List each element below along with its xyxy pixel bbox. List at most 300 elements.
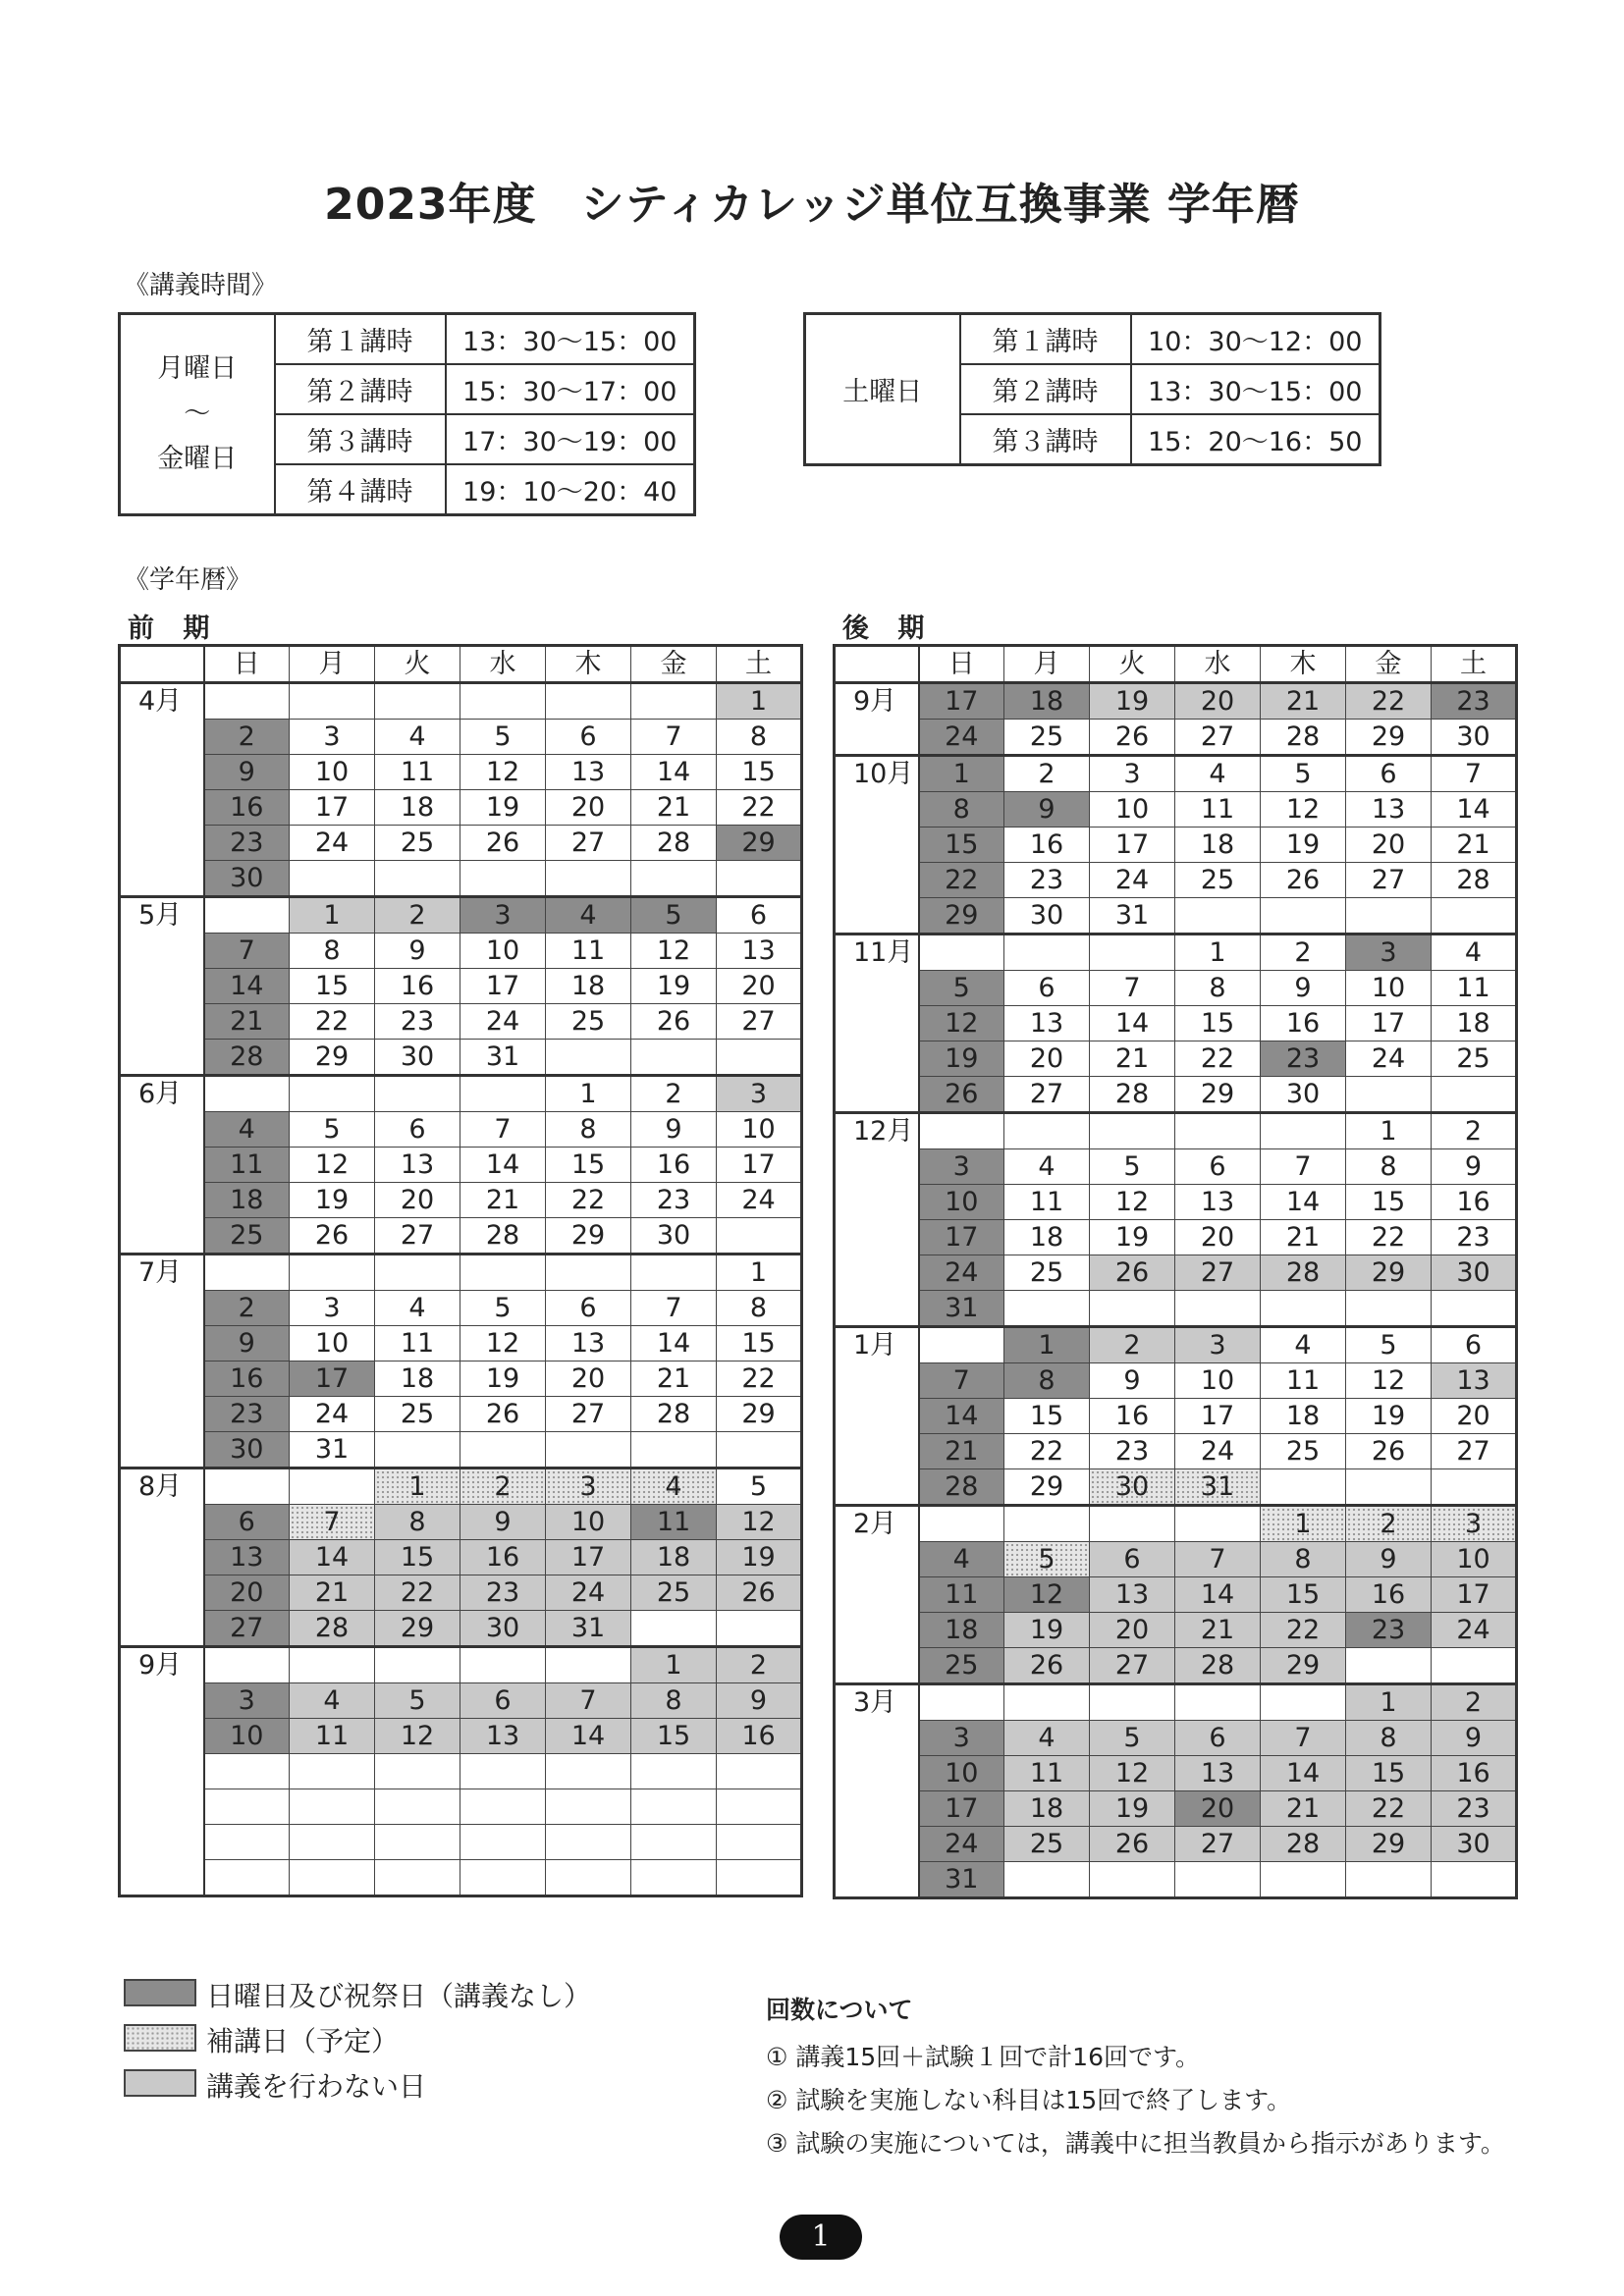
week-row bbox=[120, 1719, 802, 1754]
calendar-day: 27 bbox=[1432, 1434, 1517, 1469]
calendar-day: 13 bbox=[1346, 792, 1432, 828]
calendar-day: 27 bbox=[1175, 1255, 1261, 1291]
calendar-day: 18 bbox=[1261, 1399, 1346, 1434]
calendar-empty-cell bbox=[717, 1432, 802, 1468]
calendar-day: 23 bbox=[1432, 1791, 1517, 1827]
calendar-label: 《学年暦》 bbox=[124, 565, 252, 595]
calendar-empty-cell bbox=[546, 1754, 631, 1789]
calendar-day: 1 bbox=[1004, 1327, 1090, 1363]
calendar-day: 9 bbox=[631, 1112, 717, 1148]
calendar-day: 11 bbox=[1175, 792, 1261, 828]
calendar-day: 25 bbox=[1261, 1434, 1346, 1469]
week-row bbox=[835, 1577, 1517, 1613]
period-name: 第１講時 bbox=[960, 314, 1131, 365]
calendar-day: 12 bbox=[460, 755, 546, 790]
week-row bbox=[120, 1183, 802, 1218]
no-lecture-swatch bbox=[124, 2069, 196, 2097]
calendar-day: 9 bbox=[204, 1326, 290, 1362]
calendar-day: 29 bbox=[546, 1218, 631, 1255]
period-name: 第３講時 bbox=[960, 414, 1131, 465]
calendar-day: 11 bbox=[375, 755, 460, 790]
calendar-empty-cell bbox=[290, 861, 375, 897]
calendar-day: 20 bbox=[1175, 1220, 1261, 1255]
calendar-day: 23 bbox=[460, 1575, 546, 1611]
week-row bbox=[835, 1721, 1517, 1756]
calendar-empty-cell bbox=[1432, 1077, 1517, 1113]
week-row bbox=[835, 1756, 1517, 1791]
calendar-day: 7 bbox=[631, 1291, 717, 1326]
calendar-day: 29 bbox=[1175, 1077, 1261, 1113]
calendar-day: 8 bbox=[717, 1291, 802, 1326]
calendar-day: 8 bbox=[375, 1505, 460, 1540]
calendar-day: 19 bbox=[460, 790, 546, 826]
calendar-day: 2 bbox=[717, 1647, 802, 1683]
calendar-day: 26 bbox=[1346, 1434, 1432, 1469]
calendar-empty-cell bbox=[1004, 1862, 1090, 1898]
calendar-day: 21 bbox=[1175, 1613, 1261, 1648]
calendar-day: 27 bbox=[1004, 1077, 1090, 1113]
calendar-day: 8 bbox=[1346, 1149, 1432, 1185]
calendar-day: 18 bbox=[1004, 1220, 1090, 1255]
week-row bbox=[120, 755, 802, 790]
calendar-day: 17 bbox=[919, 683, 1004, 720]
calendar-day: 7 bbox=[631, 720, 717, 755]
week-row bbox=[120, 1076, 802, 1112]
calendar-empty-cell bbox=[1261, 1291, 1346, 1327]
calendar-day: 3 bbox=[717, 1076, 802, 1112]
calendar-day: 24 bbox=[460, 1004, 546, 1040]
period-time: 17：30～19：00 bbox=[446, 414, 695, 464]
calendar-day: 12 bbox=[919, 1006, 1004, 1041]
calendar-day: 17 bbox=[1090, 828, 1175, 863]
calendar-empty-cell bbox=[1175, 1113, 1261, 1149]
calendar-empty-cell bbox=[1432, 1469, 1517, 1506]
week-row bbox=[120, 1825, 802, 1860]
calendar-day: 17 bbox=[290, 790, 375, 826]
calendar-day: 25 bbox=[631, 1575, 717, 1611]
calendar-day: 22 bbox=[1346, 683, 1432, 720]
calendar-empty-cell bbox=[290, 1754, 375, 1789]
calendar-empty-cell bbox=[204, 1754, 290, 1789]
calendar-empty-cell bbox=[1261, 898, 1346, 934]
calendar-day: 8 bbox=[1004, 1363, 1090, 1399]
week-row bbox=[120, 1754, 802, 1789]
week-row bbox=[120, 1255, 802, 1291]
calendar-empty-cell bbox=[375, 1255, 460, 1291]
calendar-day: 23 bbox=[1090, 1434, 1175, 1469]
calendar-day: 22 bbox=[919, 863, 1004, 898]
calendar-day: 9 bbox=[1432, 1721, 1517, 1756]
calendar-empty-cell bbox=[290, 1860, 375, 1896]
calendar-day: 8 bbox=[631, 1683, 717, 1719]
calendar-day: 7 bbox=[546, 1683, 631, 1719]
calendar-day: 3 bbox=[460, 897, 546, 934]
note-item: ② 試験を実施しない科目は15回で終了します。 bbox=[766, 2086, 1292, 2114]
week-row bbox=[835, 1469, 1517, 1506]
month-label: 9月 bbox=[120, 1647, 204, 1896]
calendar-day: 27 bbox=[1090, 1648, 1175, 1684]
calendar-day: 21 bbox=[290, 1575, 375, 1611]
calendar-day: 1 bbox=[717, 683, 802, 720]
calendar-day: 15 bbox=[1175, 1006, 1261, 1041]
calendar-day: 14 bbox=[631, 1326, 717, 1362]
week-row bbox=[835, 1791, 1517, 1827]
calendar-day: 16 bbox=[1261, 1006, 1346, 1041]
makeup-swatch bbox=[124, 2024, 196, 2052]
calendar-day: 6 bbox=[1432, 1327, 1517, 1363]
calendar-day: 1 bbox=[1346, 1684, 1432, 1721]
calendar-day: 1 bbox=[1175, 934, 1261, 971]
period-time: 15：20～16：50 bbox=[1131, 414, 1380, 465]
calendar-day: 24 bbox=[1432, 1613, 1517, 1648]
calendar-day: 9 bbox=[204, 755, 290, 790]
calendar-day: 30 bbox=[631, 1218, 717, 1255]
weekday-header: 水 bbox=[460, 646, 546, 683]
calendar-day: 2 bbox=[1090, 1327, 1175, 1363]
calendar-day: 12 bbox=[717, 1505, 802, 1540]
calendar-day: 23 bbox=[631, 1183, 717, 1218]
month-header-cell bbox=[835, 646, 919, 683]
calendar-empty-cell bbox=[204, 1468, 290, 1505]
calendar-day: 13 bbox=[1175, 1185, 1261, 1220]
calendar-day: 15 bbox=[1346, 1756, 1432, 1791]
calendar-empty-cell bbox=[631, 1255, 717, 1291]
calendar-day: 29 bbox=[375, 1611, 460, 1647]
week-row bbox=[835, 1077, 1517, 1113]
calendar-day: 24 bbox=[717, 1183, 802, 1218]
weekday-header: 火 bbox=[1090, 646, 1175, 683]
calendar-day: 26 bbox=[1004, 1648, 1090, 1684]
calendar-empty-cell bbox=[290, 1825, 375, 1860]
calendar-day: 28 bbox=[631, 826, 717, 861]
period-time: 10：30～12：00 bbox=[1131, 314, 1380, 365]
calendar-day: 10 bbox=[1346, 971, 1432, 1006]
calendar-day: 18 bbox=[546, 969, 631, 1004]
weekday-header: 金 bbox=[1346, 646, 1432, 683]
weekday-header: 木 bbox=[1261, 646, 1346, 683]
calendar-day: 16 bbox=[1004, 828, 1090, 863]
calendar-day: 20 bbox=[1175, 1791, 1261, 1827]
calendar-day: 9 bbox=[375, 934, 460, 969]
calendar-day: 21 bbox=[631, 1362, 717, 1397]
calendar-day: 13 bbox=[375, 1148, 460, 1183]
calendar-empty-cell bbox=[717, 1040, 802, 1076]
calendar-day: 18 bbox=[375, 790, 460, 826]
calendar-day: 19 bbox=[717, 1540, 802, 1575]
calendar-day: 18 bbox=[1004, 683, 1090, 720]
calendar-empty-cell bbox=[460, 1647, 546, 1683]
calendar-day: 21 bbox=[1432, 828, 1517, 863]
calendar-day: 7 bbox=[919, 1363, 1004, 1399]
calendar-day: 28 bbox=[919, 1469, 1004, 1506]
calendar-empty-cell bbox=[1090, 1113, 1175, 1149]
calendar-day: 27 bbox=[375, 1218, 460, 1255]
calendar-empty-cell bbox=[1432, 898, 1517, 934]
calendar-empty-cell bbox=[204, 1860, 290, 1896]
calendar-day: 27 bbox=[546, 826, 631, 861]
calendar-day: 4 bbox=[1175, 756, 1261, 792]
calendar-day: 26 bbox=[631, 1004, 717, 1040]
calendar-empty-cell bbox=[1432, 1291, 1517, 1327]
calendar-day: 5 bbox=[631, 897, 717, 934]
calendar-empty-cell bbox=[919, 1113, 1004, 1149]
calendar-day: 19 bbox=[1090, 1220, 1175, 1255]
calendar-day: 24 bbox=[1175, 1434, 1261, 1469]
calendar-empty-cell bbox=[919, 1506, 1004, 1542]
weekday-end: 金曜日 bbox=[157, 444, 238, 474]
calendar-day: 2 bbox=[1346, 1506, 1432, 1542]
calendar-day: 4 bbox=[919, 1542, 1004, 1577]
calendar-day: 31 bbox=[460, 1040, 546, 1076]
calendar-day: 3 bbox=[919, 1149, 1004, 1185]
week-row bbox=[835, 1648, 1517, 1684]
calendar-day: 3 bbox=[1432, 1506, 1517, 1542]
calendar-day: 12 bbox=[1090, 1756, 1175, 1791]
calendar-day: 22 bbox=[1175, 1041, 1261, 1077]
calendar-day: 13 bbox=[204, 1540, 290, 1575]
calendar-empty-cell bbox=[1261, 1113, 1346, 1149]
calendar-day: 28 bbox=[204, 1040, 290, 1076]
calendar-day: 10 bbox=[717, 1112, 802, 1148]
calendar-day: 17 bbox=[717, 1148, 802, 1183]
calendar-empty-cell bbox=[546, 1825, 631, 1860]
second-term-calendar bbox=[833, 644, 1518, 1899]
calendar-empty-cell bbox=[1090, 1291, 1175, 1327]
calendar-empty-cell bbox=[919, 1327, 1004, 1363]
calendar-day: 25 bbox=[1004, 1827, 1090, 1862]
calendar-day: 19 bbox=[460, 1362, 546, 1397]
calendar-day: 1 bbox=[375, 1468, 460, 1505]
calendar-day: 18 bbox=[204, 1183, 290, 1218]
weekday-header: 土 bbox=[717, 646, 802, 683]
calendar-empty-cell bbox=[204, 683, 290, 720]
lecture-times-label: 《講義時間》 bbox=[124, 271, 278, 300]
calendar-day: 16 bbox=[460, 1540, 546, 1575]
calendar-day: 28 bbox=[1175, 1648, 1261, 1684]
calendar-day: 8 bbox=[717, 720, 802, 755]
calendar-empty-cell bbox=[1090, 934, 1175, 971]
calendar-empty-cell bbox=[1090, 1862, 1175, 1898]
week-row bbox=[120, 1291, 802, 1326]
calendar-empty-cell bbox=[717, 1218, 802, 1255]
calendar-empty-cell bbox=[375, 1789, 460, 1825]
week-row bbox=[835, 683, 1517, 720]
month-label: 7月 bbox=[120, 1255, 204, 1468]
calendar-day: 18 bbox=[375, 1362, 460, 1397]
calendar-day: 30 bbox=[1004, 898, 1090, 934]
calendar-empty-cell bbox=[717, 1754, 802, 1789]
calendar-empty-cell bbox=[204, 897, 290, 934]
month-label: 2月 bbox=[835, 1506, 919, 1684]
calendar-day: 10 bbox=[460, 934, 546, 969]
calendar-day: 2 bbox=[460, 1468, 546, 1505]
week-row bbox=[835, 1684, 1517, 1721]
calendar-day: 28 bbox=[1261, 1255, 1346, 1291]
calendar-day: 28 bbox=[1432, 863, 1517, 898]
calendar-day: 21 bbox=[919, 1434, 1004, 1469]
calendar-empty-cell bbox=[1432, 1648, 1517, 1684]
calendar-day: 2 bbox=[375, 897, 460, 934]
week-row bbox=[120, 1540, 802, 1575]
calendar-day: 15 bbox=[546, 1148, 631, 1183]
calendar-empty-cell bbox=[1175, 1506, 1261, 1542]
calendar-day: 9 bbox=[1090, 1363, 1175, 1399]
week-row bbox=[835, 1255, 1517, 1291]
calendar-empty-cell bbox=[717, 861, 802, 897]
weekday-header: 火 bbox=[375, 646, 460, 683]
week-row bbox=[835, 1327, 1517, 1363]
calendar-day: 20 bbox=[1175, 683, 1261, 720]
calendar-empty-cell bbox=[375, 683, 460, 720]
calendar-day: 3 bbox=[1175, 1327, 1261, 1363]
calendar-day: 1 bbox=[919, 756, 1004, 792]
calendar-day: 22 bbox=[546, 1183, 631, 1218]
calendar-day: 7 bbox=[1261, 1721, 1346, 1756]
calendar-day: 4 bbox=[631, 1468, 717, 1505]
week-row bbox=[120, 969, 802, 1004]
calendar-day: 18 bbox=[1175, 828, 1261, 863]
calendar-day: 15 bbox=[717, 755, 802, 790]
week-row bbox=[835, 756, 1517, 792]
calendar-day: 11 bbox=[290, 1719, 375, 1754]
calendar-day: 4 bbox=[375, 1291, 460, 1326]
calendar-empty-cell bbox=[460, 1860, 546, 1896]
weekday-header: 日 bbox=[204, 646, 290, 683]
calendar-day: 10 bbox=[546, 1505, 631, 1540]
first-term-calendar bbox=[118, 644, 803, 1897]
calendar-empty-cell bbox=[1175, 1684, 1261, 1721]
calendar-day: 31 bbox=[290, 1432, 375, 1468]
calendar-day: 17 bbox=[919, 1791, 1004, 1827]
calendar-day: 4 bbox=[290, 1683, 375, 1719]
calendar-day: 19 bbox=[1346, 1399, 1432, 1434]
week-row bbox=[120, 1218, 802, 1255]
calendar-day: 3 bbox=[290, 720, 375, 755]
calendar-empty-cell bbox=[1004, 1506, 1090, 1542]
week-row bbox=[120, 1326, 802, 1362]
period-time: 15：30～17：00 bbox=[446, 364, 695, 414]
calendar-day: 29 bbox=[1346, 720, 1432, 756]
week-row bbox=[835, 1399, 1517, 1434]
calendar-empty-cell bbox=[460, 1754, 546, 1789]
calendar-empty-cell bbox=[546, 1255, 631, 1291]
month-label: 10月 bbox=[835, 756, 919, 934]
calendar-day: 17 bbox=[460, 969, 546, 1004]
calendar-day: 28 bbox=[1261, 720, 1346, 756]
week-row bbox=[120, 720, 802, 755]
calendar-empty-cell bbox=[631, 1432, 717, 1468]
calendar-empty-cell bbox=[290, 1468, 375, 1505]
calendar-empty-cell bbox=[375, 1825, 460, 1860]
week-row bbox=[835, 1006, 1517, 1041]
calendar-day: 9 bbox=[1261, 971, 1346, 1006]
calendar-day: 5 bbox=[460, 1291, 546, 1326]
calendar-day: 7 bbox=[460, 1112, 546, 1148]
calendar-day: 30 bbox=[1432, 1255, 1517, 1291]
calendar-day: 12 bbox=[460, 1326, 546, 1362]
calendar-empty-cell bbox=[460, 1076, 546, 1112]
calendar-day: 11 bbox=[919, 1577, 1004, 1613]
page-number: 1 bbox=[780, 2215, 862, 2260]
calendar-day: 11 bbox=[375, 1326, 460, 1362]
calendar-day: 23 bbox=[375, 1004, 460, 1040]
calendar-day: 26 bbox=[1090, 720, 1175, 756]
calendar-day: 19 bbox=[919, 1041, 1004, 1077]
calendar-empty-cell bbox=[460, 1789, 546, 1825]
calendar-day: 6 bbox=[460, 1683, 546, 1719]
calendar-empty-cell bbox=[375, 1076, 460, 1112]
calendar-day: 20 bbox=[546, 1362, 631, 1397]
weekday-header: 金 bbox=[631, 646, 717, 683]
week-row bbox=[835, 720, 1517, 756]
month-label: 5月 bbox=[120, 897, 204, 1076]
calendar-day: 30 bbox=[204, 1432, 290, 1468]
weekday-header: 木 bbox=[546, 646, 631, 683]
calendar-day: 17 bbox=[1175, 1399, 1261, 1434]
calendar-day: 22 bbox=[717, 790, 802, 826]
calendar-day: 16 bbox=[717, 1719, 802, 1754]
calendar-day: 2 bbox=[1261, 934, 1346, 971]
calendar-day: 20 bbox=[375, 1183, 460, 1218]
calendar-day: 23 bbox=[1346, 1613, 1432, 1648]
calendar-day: 1 bbox=[1346, 1113, 1432, 1149]
calendar-day: 4 bbox=[546, 897, 631, 934]
calendar-day: 17 bbox=[546, 1540, 631, 1575]
calendar-day: 13 bbox=[1432, 1363, 1517, 1399]
calendar-empty-cell bbox=[631, 1789, 717, 1825]
calendar-day: 30 bbox=[204, 861, 290, 897]
month-label: 4月 bbox=[120, 683, 204, 897]
week-row bbox=[835, 1149, 1517, 1185]
calendar-empty-cell bbox=[375, 1860, 460, 1896]
calendar-day: 26 bbox=[1090, 1827, 1175, 1862]
calendar-empty-cell bbox=[1261, 1684, 1346, 1721]
calendar-day: 3 bbox=[290, 1291, 375, 1326]
calendar-day: 9 bbox=[460, 1505, 546, 1540]
calendar-day: 13 bbox=[546, 1326, 631, 1362]
week-row bbox=[120, 861, 802, 897]
calendar-day: 1 bbox=[1261, 1506, 1346, 1542]
weekday-header: 土 bbox=[1432, 646, 1517, 683]
calendar-day: 24 bbox=[1090, 863, 1175, 898]
calendar-day: 11 bbox=[1432, 971, 1517, 1006]
weekday-header-row bbox=[835, 646, 1517, 683]
calendar-day: 28 bbox=[1261, 1827, 1346, 1862]
week-row bbox=[835, 898, 1517, 934]
calendar-day: 27 bbox=[1175, 1827, 1261, 1862]
calendar-day: 25 bbox=[1175, 863, 1261, 898]
week-row bbox=[835, 971, 1517, 1006]
calendar-day: 26 bbox=[1090, 1255, 1175, 1291]
calendar-day: 9 bbox=[1004, 792, 1090, 828]
calendar-empty-cell bbox=[290, 683, 375, 720]
calendar-day: 27 bbox=[546, 1397, 631, 1432]
calendar-day: 21 bbox=[204, 1004, 290, 1040]
period-name: 第３講時 bbox=[275, 414, 446, 464]
calendar-day: 2 bbox=[1432, 1113, 1517, 1149]
calendar-day: 30 bbox=[1261, 1077, 1346, 1113]
calendar-day: 23 bbox=[204, 1397, 290, 1432]
calendar-day: 29 bbox=[1004, 1469, 1090, 1506]
calendar-day: 3 bbox=[1346, 934, 1432, 971]
calendar-empty-cell bbox=[460, 1255, 546, 1291]
saturday-schedule-table bbox=[803, 312, 1381, 466]
calendar-day: 10 bbox=[1432, 1542, 1517, 1577]
calendar-day: 7 bbox=[1175, 1542, 1261, 1577]
calendar-day: 15 bbox=[919, 828, 1004, 863]
calendar-day: 5 bbox=[460, 720, 546, 755]
calendar-day: 24 bbox=[290, 1397, 375, 1432]
